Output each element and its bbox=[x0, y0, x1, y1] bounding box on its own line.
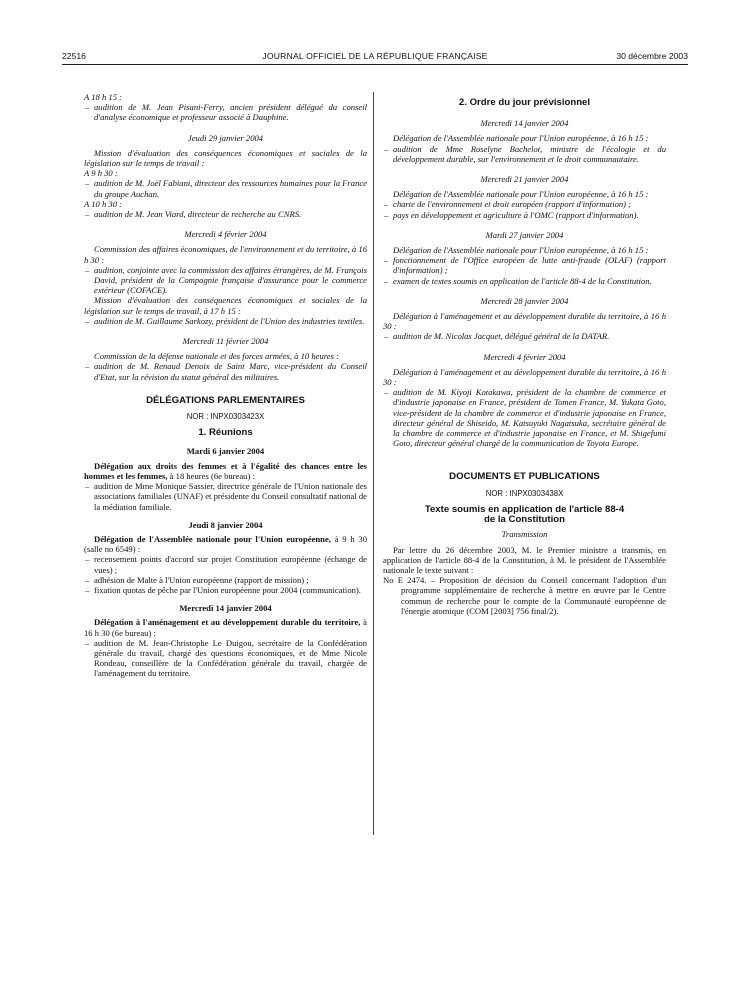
agenda-item: – audition de M. Renaud Denoix de Saint Marc, vice-président du Conseil d'Etat, sur la révision du statut général des militaires. bbox=[84, 361, 367, 381]
journal-title: JOURNAL OFFICIEL DE LA RÉPUBLIQUE FRANÇAISE bbox=[262, 51, 488, 61]
agenda-list bbox=[84, 316, 367, 326]
meeting-intro: Mission d'évaluation des conséquences économiques et sociales de la législation sur le temps de travail : bbox=[84, 147, 367, 169]
date-heading: Mercredi 4 février 2004 bbox=[184, 229, 267, 240]
section-title: DÉLÉGATIONS PARLEMENTAIRES bbox=[146, 394, 305, 406]
left-column bbox=[84, 92, 367, 679]
subsection-title: 1. Réunions bbox=[198, 427, 253, 439]
subsection-title: 2. Ordre du jour prévisionnel bbox=[458, 97, 591, 108]
agenda-item: – audition de M. Jean Pisani-Ferry, ancien président délégué du conseil d'analyse économique et professeur associé à Dauphine. bbox=[84, 102, 367, 122]
agenda-item: – recensement points d'accord sur projet Constitution européenne (échange de vues) ; bbox=[84, 554, 367, 574]
section-title: DOCUMENTS ET PUBLICATIONS bbox=[449, 471, 600, 483]
document-entry: No E 2474. – Proposition de décision du Conseil concernant l'adoption d'un programme supplémentaire de recherche à mettre en œuvre par le Centre commun de recherche pour le compte de la Communauté européenne de l'énergie atomique (COM [2003] 756 final/2). bbox=[383, 575, 666, 616]
transmission-heading: Transmission bbox=[501, 529, 548, 540]
agenda-item: – audition de Mme Roselyne Bachelot, ministre de l'écologie et du développement durable, sur l'environnement et le droit communautaire. bbox=[383, 144, 666, 164]
agenda-list bbox=[84, 638, 367, 679]
meeting-intro: Mission d'évaluation des conséquences économiques et sociales de la législation sur le temps de travail, à 17 h 15 : bbox=[84, 295, 367, 316]
nor-reference: NOR : INPX0303423X bbox=[186, 412, 265, 422]
date-heading: Mercredi 21 janvier 2004 bbox=[480, 174, 569, 185]
page-number: 22516 bbox=[62, 51, 86, 61]
right-column bbox=[383, 92, 666, 616]
page-header bbox=[62, 50, 688, 65]
meeting-intro bbox=[84, 461, 367, 481]
agenda-item: – fixation quotas de pêche par l'Union européenne pour 2004 (communication). bbox=[84, 585, 367, 595]
issue-date: 30 décembre 2003 bbox=[616, 51, 688, 61]
agenda-item: – charte de l'environnement et droit européen (rapport d'information) ; bbox=[383, 199, 666, 209]
date-heading: Mercredi 4 février 2004 bbox=[483, 351, 566, 362]
date-heading: Mardi 6 janvier 2004 bbox=[186, 446, 265, 457]
time-label: A 10 h 30 : bbox=[84, 198, 123, 209]
date-heading: Jeudi 29 janvier 2004 bbox=[187, 132, 264, 143]
agenda-list bbox=[383, 199, 666, 219]
agenda-item: – fonctionnement de l'Office européen de lutte anti-fraude (OLAF) (rapport d'information) ; bbox=[383, 255, 666, 275]
agenda-item: – audition de Mme Monique Sassier, directrice générale de l'Union nationale des associations familiales (UNAF) et présidente du Conseil consultatif national de la médiation familiale. bbox=[84, 481, 367, 512]
date-heading: Mercredi 14 janvier 2004 bbox=[179, 603, 272, 614]
meeting-intro bbox=[84, 617, 367, 637]
date-heading: Mercredi 11 février 2004 bbox=[182, 336, 269, 347]
date-heading: Mercredi 28 janvier 2004 bbox=[480, 295, 569, 306]
agenda-list bbox=[84, 209, 367, 219]
subsection-title: Texte soumis en application de l'article 88-4 bbox=[424, 503, 625, 515]
agenda-list bbox=[84, 554, 367, 595]
meeting-intro: Délégation de l'Assemblée nationale pour l'Union européenne, à 16 h 15 : bbox=[393, 133, 649, 144]
date-heading: Mercredi 14 janvier 2004 bbox=[480, 118, 569, 129]
agenda-item: – audition de M. Joël Fabiani, directeur des ressources humaines pour la France du groupe Auchan. bbox=[84, 178, 367, 198]
meeting-time: à 18 heures (6e bureau) : bbox=[167, 470, 255, 481]
agenda-item: – audition de M. Jean-Christophe Le Duigou, secrétaire de la Confédération générale du travail, chargé des questions économiques, et de Mme Nicole Rondeau, conseillère de la Confédération générale du travail, chargée de l'aménagement du territoire. bbox=[84, 638, 367, 679]
agenda-list bbox=[383, 387, 666, 448]
agenda-item: – audition, conjointe avec la commission des affaires étrangères, de M. François David, président de la Compagnie française d'assurance pour le commerce extérieur (COFACE). bbox=[84, 265, 367, 296]
delegation-name: Délégation aux droits des femmes et à l'égalité des chances entre les hommes et les femmes, bbox=[84, 460, 367, 481]
column-divider bbox=[373, 92, 374, 835]
agenda-item: – examen de textes soumis en application de l'article 88-4 de la Constitution. bbox=[383, 276, 666, 286]
meeting-intro bbox=[84, 534, 367, 554]
agenda-list bbox=[84, 265, 367, 296]
nor-reference: NOR : INPX0303438X bbox=[485, 488, 564, 498]
date-heading: Jeudi 8 janvier 2004 bbox=[188, 519, 263, 530]
agenda-item: – adhésion de Malte à l'Union européenne (rapport de mission) ; bbox=[84, 575, 367, 585]
transmission-paragraph: Par lettre du 26 décembre 2003, M. le Premier ministre a transmis, en application de l'article 88-4 de la Constitution, à M. le président de l'Assemblée nationale le texte suivant : bbox=[383, 544, 666, 575]
agenda-item: – audition de M. Guillaume Sarkozy, président de l'Union des industries textiles. bbox=[84, 316, 367, 326]
delegation-name: Délégation à l'aménagement et au développement durable du territoire, bbox=[94, 617, 361, 628]
agenda-item: – pays en développement et agriculture à l'OMC (rapport d'information). bbox=[383, 210, 666, 220]
agenda-list bbox=[84, 102, 367, 122]
agenda-list bbox=[84, 178, 367, 198]
meeting-time: à 16 h 30 (6e bureau) : bbox=[84, 617, 367, 638]
meeting-intro: Délégation à l'aménagement et au développement durable du territoire, à 16 h 30 : bbox=[383, 311, 666, 332]
agenda-list bbox=[84, 481, 367, 512]
meeting-intro: Délégation de l'Assemblée nationale pour l'Union européenne, à 16 h 15 : bbox=[393, 189, 649, 200]
subsection-title-line2: de la Constitution bbox=[483, 514, 565, 526]
meeting-intro: Commission de la défense nationale et des forces armées, à 10 heures : bbox=[94, 351, 339, 362]
agenda-item: – audition de M. Jean Viard, directeur de recherche au CNRS. bbox=[84, 209, 367, 219]
agenda-list bbox=[383, 331, 666, 341]
time-label: A 9 h 30 : bbox=[84, 168, 118, 179]
delegation-name: Délégation de l'Assemblée nationale pour l'Union européenne, bbox=[94, 533, 331, 544]
agenda-item: – audition de M. Nicolas Jacquet, délégué général de la DATAR. bbox=[383, 331, 666, 341]
agenda-list bbox=[383, 144, 666, 164]
time-label: A 18 h 15 : bbox=[84, 92, 123, 102]
meeting-time: à 9 h 30 (salle no 6549) : bbox=[84, 533, 367, 555]
meeting-intro: Délégation à l'aménagement et au développement durable du territoire, à 16 h 30 : bbox=[383, 366, 666, 388]
meeting-intro: Délégation de l'Assemblée nationale pour l'Union européenne, à 16 h 15 : bbox=[393, 245, 649, 256]
agenda-list bbox=[84, 361, 367, 381]
meeting-intro: Commission des affaires économiques, de l'environnement et du territoire, à 16 h 30 : bbox=[84, 244, 367, 265]
agenda-list bbox=[383, 255, 666, 286]
agenda-item: – audition de M. Kiyoji Kotakawa, président de la chambre de commerce et d'industrie japonaise en France, président de Tomen France, M. Yukata Goto, vice-président de la chambre de commerce et d'industrie japonaise en France, directeur général de Shiseido, M. Katsuyuki Nagatsuka, secrétaire général de la chambre de commerce et d'industrie japonaise en France, et M. Shigefumi Goto, directeur général chargé de la communication de Toyota Europe. bbox=[383, 387, 666, 448]
date-heading: Mardi 27 janvier 2004 bbox=[485, 229, 564, 240]
